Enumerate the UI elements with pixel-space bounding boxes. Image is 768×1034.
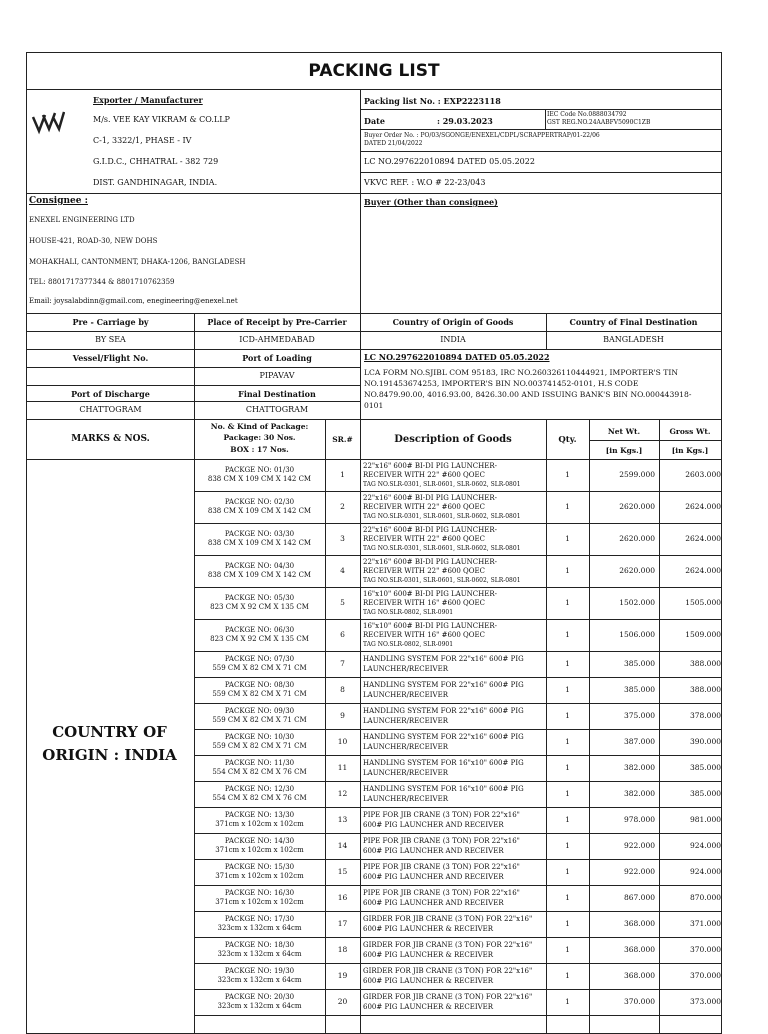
package-dimensions: 323cm x 132cm x 64cm <box>217 950 302 958</box>
table-row <box>194 937 721 963</box>
description-line: 22"x16" 600# BI-DI PIG LAUNCHER- <box>363 525 497 534</box>
gross-weight: 2603.000 <box>685 470 721 479</box>
package-dimensions: 554 CM X 82 CM X 76 CM <box>212 794 307 802</box>
description-line: RECEIVER WITH 16" #600 QOEC <box>363 598 485 607</box>
net-weight: 2620.000 <box>619 534 655 543</box>
quantity: 1 <box>565 867 570 876</box>
table-row <box>194 523 721 555</box>
description-line: RECEIVER WITH 22" #600 QOEC <box>363 566 485 575</box>
description-line: 22"x16" 600# BI-DI PIG LAUNCHER- <box>363 493 497 502</box>
package-count: Package: 30 Nos. <box>223 433 296 442</box>
quantity: 1 <box>565 763 570 772</box>
consignee-line: ENEXEL ENGINEERING LTD <box>29 216 135 224</box>
consignee-heading: Consignee : <box>29 196 88 206</box>
description-line: TAG NO.SLR-0301, SLR-0601, SLR-0602, SLR-0801 <box>363 512 521 520</box>
quantity: 1 <box>565 566 570 575</box>
gross-weight-header: Gross Wt. <box>669 427 711 436</box>
lc-block-line: LCA FORM NO.SJIBL COM 95183, IRC NO.260326110444921, IMPORTER'S TIN <box>364 368 678 377</box>
buyer-other-heading: Buyer (Other than consignee) <box>364 197 498 207</box>
quantity: 1 <box>565 685 570 694</box>
lc-block-heading: LC NO.297622010894 DATED 05.05.2022 <box>364 352 550 362</box>
serial-number: 9 <box>340 711 345 720</box>
table-row <box>194 885 721 911</box>
gross-weight: 388.000 <box>689 659 721 668</box>
exporter-line: M/s. VEE KAY VIKRAM & CO.LLP <box>93 115 230 124</box>
packing-list-page <box>26 52 722 1034</box>
sr-header: SR.# <box>332 435 353 444</box>
net-weight: 382.000 <box>623 789 655 798</box>
description-line: 600# PIG LAUNCHER & RECEIVER <box>363 1003 494 1011</box>
description-line: LAUNCHER/RECEIVER <box>363 691 448 699</box>
iec-code: IEC Code No.0888034792 <box>547 111 627 118</box>
quantity: 1 <box>565 470 570 479</box>
package-dimensions: 559 CM X 82 CM X 71 CM <box>212 742 307 750</box>
quantity: 1 <box>565 997 570 1006</box>
net-weight: 387.000 <box>623 737 655 746</box>
table-row <box>194 587 721 619</box>
gross-weight: 870.000 <box>689 893 721 902</box>
description-line: LAUNCHER/RECEIVER <box>363 795 448 803</box>
description-line: 600# PIG LAUNCHER & RECEIVER <box>363 925 494 933</box>
pre-carriage-label: Pre - Carriage by <box>72 317 149 327</box>
description-line: 600# PIG LAUNCHER & RECEIVER <box>363 951 494 959</box>
document-title: PACKING LIST <box>27 53 721 90</box>
serial-number: 18 <box>337 945 348 954</box>
gst-reg: GST REG.NO.24AABFV5090C1ZB <box>547 119 651 126</box>
description-line: LAUNCHER/RECEIVER <box>363 769 448 777</box>
net-weight: 2599.000 <box>619 470 655 479</box>
lc-block-line: NO.191453674253, IMPORTER'S BIN NO.003741452-0101, H.S CODE <box>364 379 639 388</box>
vkvc-reference: VKVC REF. : W.O # 22-23/043 <box>364 178 486 187</box>
net-weight: 2620.000 <box>619 502 655 511</box>
description-line: 600# PIG LAUNCHER AND RECEIVER <box>363 821 504 829</box>
quantity: 1 <box>565 945 570 954</box>
description-line: RECEIVER WITH 22" #600 QOEC <box>363 534 485 543</box>
gross-weight: 1505.000 <box>685 598 721 607</box>
qty-header: Qty. <box>558 435 577 445</box>
quantity: 1 <box>565 971 570 980</box>
serial-number: 5 <box>340 598 345 607</box>
quantity: 1 <box>565 630 570 639</box>
package-dimensions: 371cm x 102cm x 102cm <box>215 898 304 906</box>
gross-weight: 2624.000 <box>685 534 721 543</box>
description-line: 600# PIG LAUNCHER AND RECEIVER <box>363 847 504 855</box>
package-number: PACKGE NO: 11/30 <box>224 759 295 767</box>
net-weight: 922.000 <box>623 841 655 850</box>
net-weight: 2620.000 <box>619 566 655 575</box>
lc-block-line: 0101 <box>364 401 384 410</box>
lc-number: LC NO.297622010894 DATED 05.05.2022 <box>364 157 535 166</box>
package-number: PACKGE NO: 18/30 <box>224 941 295 949</box>
serial-number: 10 <box>337 737 348 746</box>
quantity: 1 <box>565 534 570 543</box>
package-number: PACKGE NO: 02/30 <box>224 498 295 506</box>
net-weight: 368.000 <box>623 971 655 980</box>
quantity: 1 <box>565 893 570 902</box>
gross-weight: 924.000 <box>689 841 721 850</box>
package-number: PACKGE NO: 15/30 <box>224 863 295 871</box>
quantity: 1 <box>565 502 570 511</box>
package-dimensions: 559 CM X 82 CM X 71 CM <box>212 690 307 698</box>
origin-mark-line: COUNTRY OF <box>52 723 167 741</box>
package-dimensions: 323cm x 132cm x 64cm <box>217 976 302 984</box>
package-dimensions: 323cm x 132cm x 64cm <box>217 1002 302 1010</box>
description-line: RECEIVER WITH 16" #600 QOEC <box>363 630 485 639</box>
description-line: TAG NO.SLR-0301, SLR-0601, SLR-0602, SLR-0801 <box>363 576 521 584</box>
date-label: Date <box>364 116 385 126</box>
receipt-place-value: ICD-AHMEDABAD <box>239 335 315 344</box>
package-number: PACKGE NO: 03/30 <box>224 530 295 538</box>
table-row <box>194 729 721 755</box>
description-line: TAG NO.SLR-0301, SLR-0601, SLR-0602, SLR-0801 <box>363 544 521 552</box>
package-number: PACKGE NO: 20/30 <box>224 993 295 1001</box>
net-weight: 368.000 <box>623 945 655 954</box>
serial-number: 12 <box>337 789 348 798</box>
consignee-email: Email: joysalabdinn@gmail.com, enegineering@enexel.net <box>29 297 238 305</box>
quantity: 1 <box>565 737 570 746</box>
serial-number: 3 <box>340 534 345 543</box>
loading-port-label: Port of Loading <box>242 353 312 363</box>
quantity: 1 <box>565 711 570 720</box>
package-dimensions: 371cm x 102cm x 102cm <box>215 846 304 854</box>
package-number: PACKGE NO: 08/30 <box>224 681 295 689</box>
serial-number: 13 <box>337 815 348 824</box>
row-divider <box>194 1015 721 1016</box>
package-dimensions: 323cm x 132cm x 64cm <box>217 924 302 932</box>
description-line: LAUNCHER/RECEIVER <box>363 717 448 725</box>
exporter-line: G.I.D.C., CHHATRAL - 382 729 <box>93 157 219 166</box>
package-dimensions: 554 CM X 82 CM X 76 CM <box>212 768 307 776</box>
net-weight: 382.000 <box>623 763 655 772</box>
gross-weight: 385.000 <box>689 789 721 798</box>
description-line: LAUNCHER/RECEIVER <box>363 665 448 673</box>
package-number: PACKGE NO: 10/30 <box>224 733 295 741</box>
table-row <box>194 651 721 677</box>
serial-number: 2 <box>340 502 345 511</box>
description-line: RECEIVER WITH 22" #600 QOEC <box>363 502 485 511</box>
net-weight: 385.000 <box>623 685 655 694</box>
exporter-line: DIST. GANDHINAGAR, INDIA. <box>93 178 218 187</box>
table-row <box>194 859 721 885</box>
serial-number: 19 <box>337 971 348 980</box>
discharge-port-label: Port of Discharge <box>71 389 150 399</box>
package-number: PACKGE NO: 06/30 <box>224 626 295 634</box>
gross-weight: 371.000 <box>689 919 721 928</box>
gross-weight: 385.000 <box>689 763 721 772</box>
description-line: LAUNCHER/RECEIVER <box>363 743 448 751</box>
exporter-heading: Exporter / Manufacturer <box>93 95 203 105</box>
package-number: PACKGE NO: 12/30 <box>224 785 295 793</box>
gross-weight: 981.000 <box>689 815 721 824</box>
description-line: 22"x16" 600# BI-DI PIG LAUNCHER- <box>363 461 497 470</box>
package-dimensions: 559 CM X 82 CM X 71 CM <box>212 664 307 672</box>
package-number: PACKGE NO: 09/30 <box>224 707 295 715</box>
origin-country-label: Country of Origin of Goods <box>392 317 514 327</box>
package-header: No. & Kind of Package: <box>210 422 309 431</box>
package-number: PACKGE NO: 01/30 <box>224 466 295 474</box>
quantity: 1 <box>565 598 570 607</box>
serial-number: 20 <box>337 997 348 1006</box>
company-logo-icon <box>31 109 65 135</box>
marks-header: MARKS & NOS. <box>71 434 150 444</box>
serial-number: 4 <box>340 566 345 575</box>
description-line: 16"x10" 600# BI-DI PIG LAUNCHER- <box>363 621 497 630</box>
table-row <box>194 703 721 729</box>
serial-number: 16 <box>337 893 348 902</box>
package-dimensions: 838 CM X 109 CM X 142 CM <box>207 571 312 579</box>
description-line: TAG NO.SLR-0301, SLR-0601, SLR-0602, SLR-0801 <box>363 480 521 488</box>
date-value: : 29.03.2023 <box>437 116 493 126</box>
description-line: PIPE FOR JIB CRANE (3 TON) FOR 22"x16" <box>363 837 520 845</box>
description-line: 16"x10" 600# BI-DI PIG LAUNCHER- <box>363 589 497 598</box>
description-line: HANDLING SYSTEM FOR 16"x10" 600# PIG <box>363 759 524 767</box>
destination-country-value: BANGLADESH <box>603 335 664 344</box>
description-line: PIPE FOR JIB CRANE (3 TON) FOR 22"x16" <box>363 863 520 871</box>
description-line: 22"x16" 600# BI-DI PIG LAUNCHER- <box>363 557 497 566</box>
quantity: 1 <box>565 919 570 928</box>
final-destination-label: Final Destination <box>238 389 316 399</box>
discharge-port-value: CHATTOGRAM <box>79 405 142 414</box>
lc-block-line: NO.8479.90.00, 4016.93.00, 8426.30.00 AND ISSUING BANK'S BIN NO.000443918- <box>364 390 692 399</box>
serial-number: 15 <box>337 867 348 876</box>
net-weight: 867.000 <box>623 893 655 902</box>
table-row <box>194 555 721 587</box>
package-dimensions: 823 CM X 92 CM X 135 CM <box>210 635 309 643</box>
description-line: TAG NO.SLR-0802, SLR-0901 <box>363 640 454 648</box>
gross-weight-unit: [in Kgs.] <box>671 446 709 455</box>
gross-weight: 370.000 <box>689 971 721 980</box>
serial-number: 6 <box>340 630 345 639</box>
description-line: TAG NO.SLR-0802, SLR-0901 <box>363 608 454 616</box>
package-dimensions: 559 CM X 82 CM X 71 CM <box>212 716 307 724</box>
origin-mark-line: ORIGIN : INDIA <box>42 746 177 764</box>
package-dimensions: 838 CM X 109 CM X 142 CM <box>207 539 312 547</box>
buyer-order-date: DATED 21/04/2022 <box>364 140 423 147</box>
net-weight: 1502.000 <box>619 598 655 607</box>
quantity: 1 <box>565 841 570 850</box>
table-row <box>194 781 721 807</box>
gross-weight: 924.000 <box>689 867 721 876</box>
gross-weight: 370.000 <box>689 945 721 954</box>
description-header: Description of Goods <box>394 434 512 445</box>
gross-weight: 378.000 <box>689 711 721 720</box>
gross-weight: 373.000 <box>689 997 721 1006</box>
net-weight-header: Net Wt. <box>607 427 641 436</box>
description-line: 600# PIG LAUNCHER & RECEIVER <box>363 977 494 985</box>
package-dimensions: 371cm x 102cm x 102cm <box>215 820 304 828</box>
gross-weight: 1509.000 <box>685 630 721 639</box>
package-number: PACKGE NO: 13/30 <box>224 811 295 819</box>
consignee-line: MOHAKHALI, CANTONMENT, DHAKA-1206, BANGLADESH <box>29 258 246 266</box>
net-weight: 385.000 <box>623 659 655 668</box>
net-weight-unit: [in Kgs.] <box>605 446 643 455</box>
package-number: PACKGE NO: 17/30 <box>224 915 295 923</box>
net-weight: 978.000 <box>623 815 655 824</box>
description-line: GIRDER FOR JIB CRANE (3 TON) FOR 22"x16" <box>363 915 533 923</box>
consignee-line: HOUSE-421, ROAD-30, NEW DOHS <box>29 237 158 245</box>
description-line: GIRDER FOR JIB CRANE (3 TON) FOR 22"x16" <box>363 941 533 949</box>
gross-weight: 388.000 <box>689 685 721 694</box>
quantity: 1 <box>565 815 570 824</box>
description-line: HANDLING SYSTEM FOR 22"x16" 600# PIG <box>363 733 524 741</box>
serial-number: 8 <box>340 685 345 694</box>
table-row <box>194 619 721 651</box>
quantity: 1 <box>565 789 570 798</box>
pre-carriage-value: BY SEA <box>95 335 126 344</box>
package-dimensions: 823 CM X 92 CM X 135 CM <box>210 603 309 611</box>
serial-number: 1 <box>340 470 345 479</box>
gross-weight: 2624.000 <box>685 502 721 511</box>
gross-weight: 390.000 <box>689 737 721 746</box>
package-dimensions: 838 CM X 109 CM X 142 CM <box>207 475 312 483</box>
serial-number: 17 <box>337 919 348 928</box>
consignee-line: TEL: 8801717377344 & 8801710762359 <box>29 278 175 286</box>
country-of-origin-mark <box>27 721 192 767</box>
vessel-label: Vessel/Flight No. <box>72 353 149 363</box>
package-dimensions: 371cm x 102cm x 102cm <box>215 872 304 880</box>
package-number: PACKGE NO: 19/30 <box>224 967 295 975</box>
description-line: 600# PIG LAUNCHER AND RECEIVER <box>363 873 504 881</box>
description-line: HANDLING SYSTEM FOR 16"x10" 600# PIG <box>363 785 524 793</box>
table-row <box>194 989 721 1015</box>
receipt-place-label: Place of Receipt by Pre-Carrier <box>207 317 347 327</box>
table-row <box>194 491 721 523</box>
description-line: HANDLING SYSTEM FOR 22"x16" 600# PIG <box>363 681 524 689</box>
net-weight: 922.000 <box>623 867 655 876</box>
gross-weight: 2624.000 <box>685 566 721 575</box>
packing-list-number: Packing list No. : EXP2223118 <box>364 96 501 106</box>
table-row <box>194 755 721 781</box>
serial-number: 14 <box>337 841 348 850</box>
package-number: PACKGE NO: 07/30 <box>224 655 295 663</box>
exporter-line: C-1, 3322/1, PHASE - IV <box>93 136 192 145</box>
description-line: HANDLING SYSTEM FOR 22"x16" 600# PIG <box>363 655 524 663</box>
package-number: PACKGE NO: 14/30 <box>224 837 295 845</box>
final-destination-value: CHATTOGRAM <box>245 405 309 414</box>
table-row <box>194 833 721 859</box>
description-line: HANDLING SYSTEM FOR 22"x16" 600# PIG <box>363 707 524 715</box>
package-number: PACKGE NO: 04/30 <box>224 562 295 570</box>
table-row <box>194 911 721 937</box>
net-weight: 370.000 <box>623 997 655 1006</box>
package-number: PACKGE NO: 05/30 <box>224 594 295 602</box>
table-row <box>194 459 721 491</box>
net-weight: 375.000 <box>623 711 655 720</box>
description-line: 600# PIG LAUNCHER AND RECEIVER <box>363 899 504 907</box>
buyer-order-no: Buyer Order No. : PO/03/SGONGE/ENEXEL/CDPL/SCRAPPERTRAP/01-22/06 <box>364 132 600 139</box>
origin-country-value: INDIA <box>440 335 466 344</box>
description-line: GIRDER FOR JIB CRANE (3 TON) FOR 22"x16" <box>363 967 533 975</box>
table-row <box>194 807 721 833</box>
destination-country-label: Country of Final Destination <box>569 317 698 327</box>
serial-number: 7 <box>340 659 345 668</box>
package-dimensions: 838 CM X 109 CM X 142 CM <box>207 507 312 515</box>
description-line: GIRDER FOR JIB CRANE (3 TON) FOR 22"x16" <box>363 993 533 1001</box>
description-line: PIPE FOR JIB CRANE (3 TON) FOR 22"x16" <box>363 889 520 897</box>
box-count: BOX : 17 Nos. <box>230 445 289 454</box>
loading-port-value: PIPAVAV <box>259 371 295 380</box>
quantity: 1 <box>565 659 570 668</box>
table-row <box>194 677 721 703</box>
net-weight: 368.000 <box>623 919 655 928</box>
serial-number: 11 <box>337 763 348 772</box>
description-line: PIPE FOR JIB CRANE (3 TON) FOR 22"x16" <box>363 811 520 819</box>
description-line: RECEIVER WITH 22" #600 QOEC <box>363 470 485 479</box>
table-row <box>194 963 721 989</box>
package-number: PACKGE NO: 16/30 <box>224 889 295 897</box>
net-weight: 1506.000 <box>619 630 655 639</box>
